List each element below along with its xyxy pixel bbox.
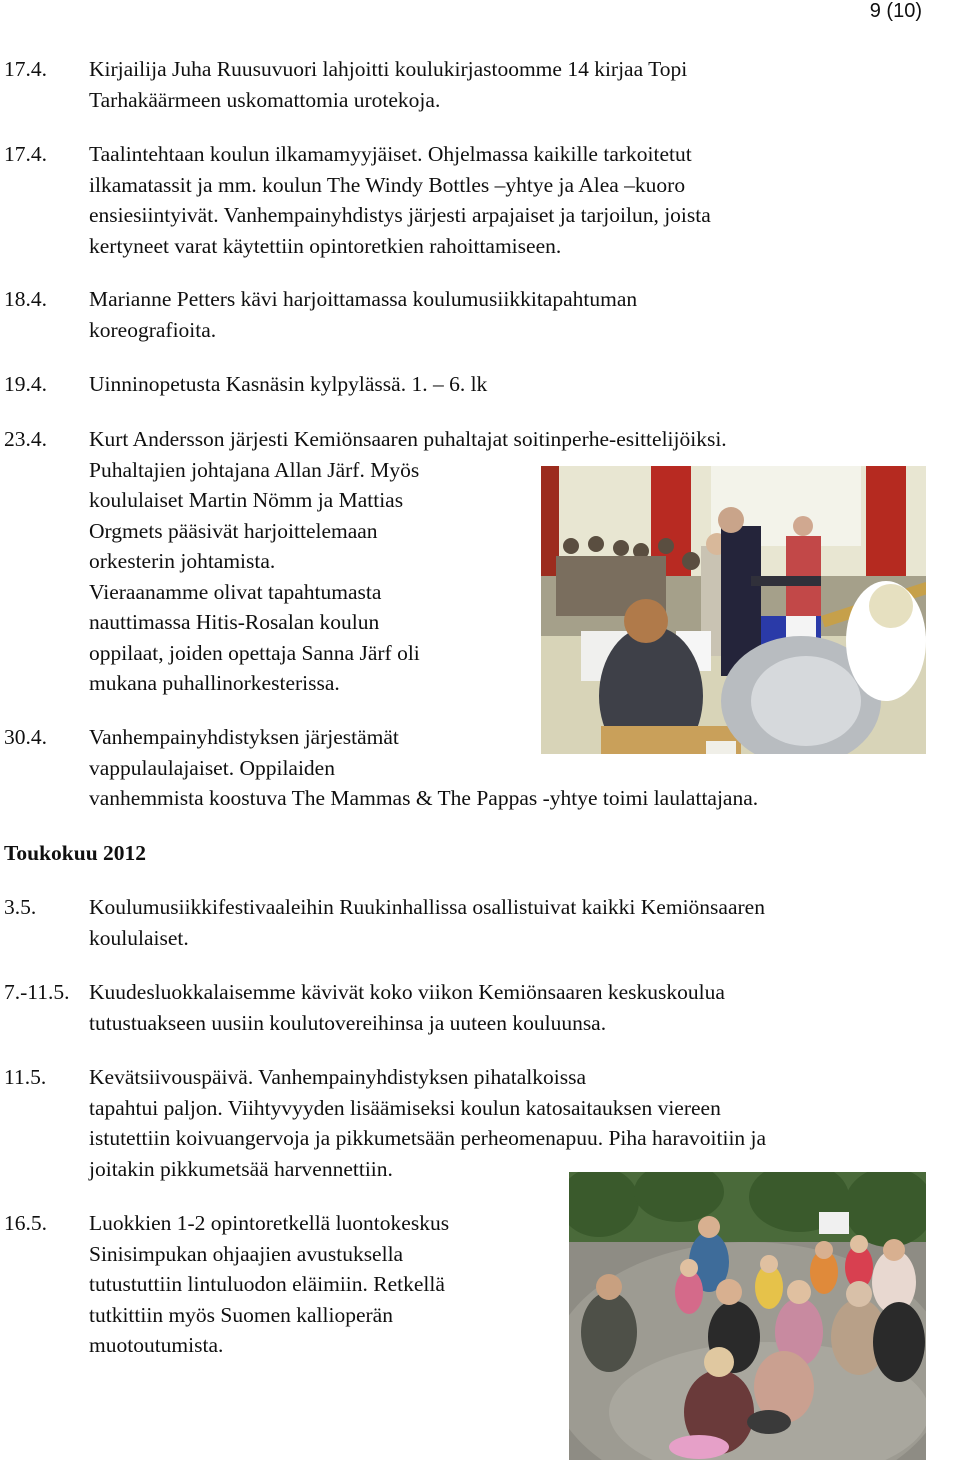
entry-line: Kirjailija Juha Ruusuvuori lahjoitti koulukirjastoomme 14 kirjaa Topi xyxy=(89,57,688,81)
entry-date: 7.-11.5. xyxy=(4,980,70,1004)
entry-line: Vieraanamme olivat tapahtumasta xyxy=(89,579,382,604)
entry-text xyxy=(89,369,487,400)
entry-line: tutustuttiin lintuluodon eläimiin. Retkellä xyxy=(89,1272,445,1296)
photo-orchestra-concert xyxy=(541,466,926,754)
entry-text xyxy=(89,1062,766,1184)
entry-date: 18.4. xyxy=(4,287,47,311)
entry-line: istutettiin koivuangervoja ja pikkumetsään perheomenapuu. Piha haravoitiin ja xyxy=(89,1126,767,1150)
entry-line: joitakin pikkumetsää harvennettiin. xyxy=(89,1156,393,1181)
entry-line: tutkittiin myös Suomen kallioperän xyxy=(89,1302,393,1327)
entry-line: tutustuakseen uusiin koulutovereihinsa ja uuteen kouluunsa. xyxy=(89,1010,607,1035)
entry-date: 3.5. xyxy=(4,895,37,919)
entry-line: mukana puhallinorkesterissa. xyxy=(89,671,340,695)
entry-line: Luokkien 1-2 opintoretkellä luontokeskus xyxy=(89,1211,450,1235)
entry-line: Taalintehtaan koulun ilkamamyyjäiset. Ohjelmassa kaikille tarkoitetut xyxy=(89,142,692,166)
entry-text xyxy=(89,977,725,1038)
orchestra-photo-illustration xyxy=(541,466,926,754)
section-heading-may-2012: Toukokuu 2012 xyxy=(4,841,147,865)
entry-line: Uinninopetusta Kasnäsin kylpylässä. 1. – 6. lk xyxy=(89,372,488,396)
entry-line: ensiesiintyivät. Vanhempainyhdistys järjesti arpajaiset ja tarjoilun, joista xyxy=(89,203,711,227)
entry-line: Tarhakäärmeen uskomattomia urotekoja. xyxy=(89,87,441,112)
page-number: 9 (10) xyxy=(869,0,922,22)
entry-line: tapahtui paljon. Viihtyvyyden lisäämiseksi koulun katosaitauksen viereen xyxy=(89,1095,721,1120)
entry-line: oppilaat, joiden opettaja Sanna Järf oli xyxy=(89,640,420,665)
entry-date: 17.4. xyxy=(4,57,47,81)
entry-date: 16.5. xyxy=(4,1211,47,1235)
entry-line: koululaiset Martin Nömm ja Mattias xyxy=(89,488,404,512)
entry-date: 23.4. xyxy=(4,427,47,451)
entry-line: ilkamatassit ja mm. koulun The Windy Bottles –yhtye ja Alea –kuoro xyxy=(89,172,686,197)
entry-line: vanhemmista koostuva The Mammas & The Pappas -yhtye toimi laulattajana. xyxy=(89,786,759,810)
entry-line: Sinisimpukan ohjaajien avustuksella xyxy=(89,1241,404,1266)
entry-text xyxy=(89,139,711,261)
entry-line: Marianne Petters kävi harjoittamassa koulumusiikkitapahtuman xyxy=(89,287,638,311)
entry-text xyxy=(89,1208,449,1361)
entry-text xyxy=(89,892,765,953)
entry-line: Kuudesluokkalaisemme kävivät koko viikon Kemiönsaaren keskuskoulua xyxy=(89,980,725,1004)
excursion-photo-illustration xyxy=(569,1172,926,1460)
entry-line: muotoutumista. xyxy=(89,1333,224,1357)
entry-line: Vanhempainyhdistyksen järjestämät xyxy=(89,725,399,749)
entry-line: koreografioita. xyxy=(89,317,217,342)
entry-text xyxy=(89,284,637,345)
photo-nature-excursion xyxy=(569,1172,926,1460)
entry-line: koululaiset. xyxy=(89,925,189,950)
entry-date: 19.4. xyxy=(4,372,47,396)
entry-line: Kevätsiivouspäivä. Vanhempainyhdistyksen pihatalkoissa xyxy=(89,1065,587,1089)
entry-text xyxy=(89,722,758,814)
entry-line: Kurt Andersson järjesti Kemiönsaaren puhaltajat soitinperhe-esittelijöiksi. xyxy=(89,427,727,451)
entry-line: vappulaulajaiset. Oppilaiden xyxy=(89,755,335,780)
entry-line: kertyneet varat käytettiin opintoretkien rahoittamiseen. xyxy=(89,233,562,258)
entry-date: 11.5. xyxy=(4,1065,47,1089)
entry-date: 30.4. xyxy=(4,725,47,749)
entry-text xyxy=(89,54,687,115)
entry-line: Puhaltajien johtajana Allan Järf. Myös xyxy=(89,457,420,482)
entry-line: Orgmets pääsivät harjoittelemaan xyxy=(89,518,378,543)
entry-line: orkesterin johtamista. xyxy=(89,549,276,573)
entry-line: nauttimassa Hitis-Rosalan koulun xyxy=(89,610,380,634)
entry-date: 17.4. xyxy=(4,142,47,166)
entry-line: Koulumusiikkifestivaaleihin Ruukinhallissa osallistuivat kaikki Kemiönsaaren xyxy=(89,895,765,919)
